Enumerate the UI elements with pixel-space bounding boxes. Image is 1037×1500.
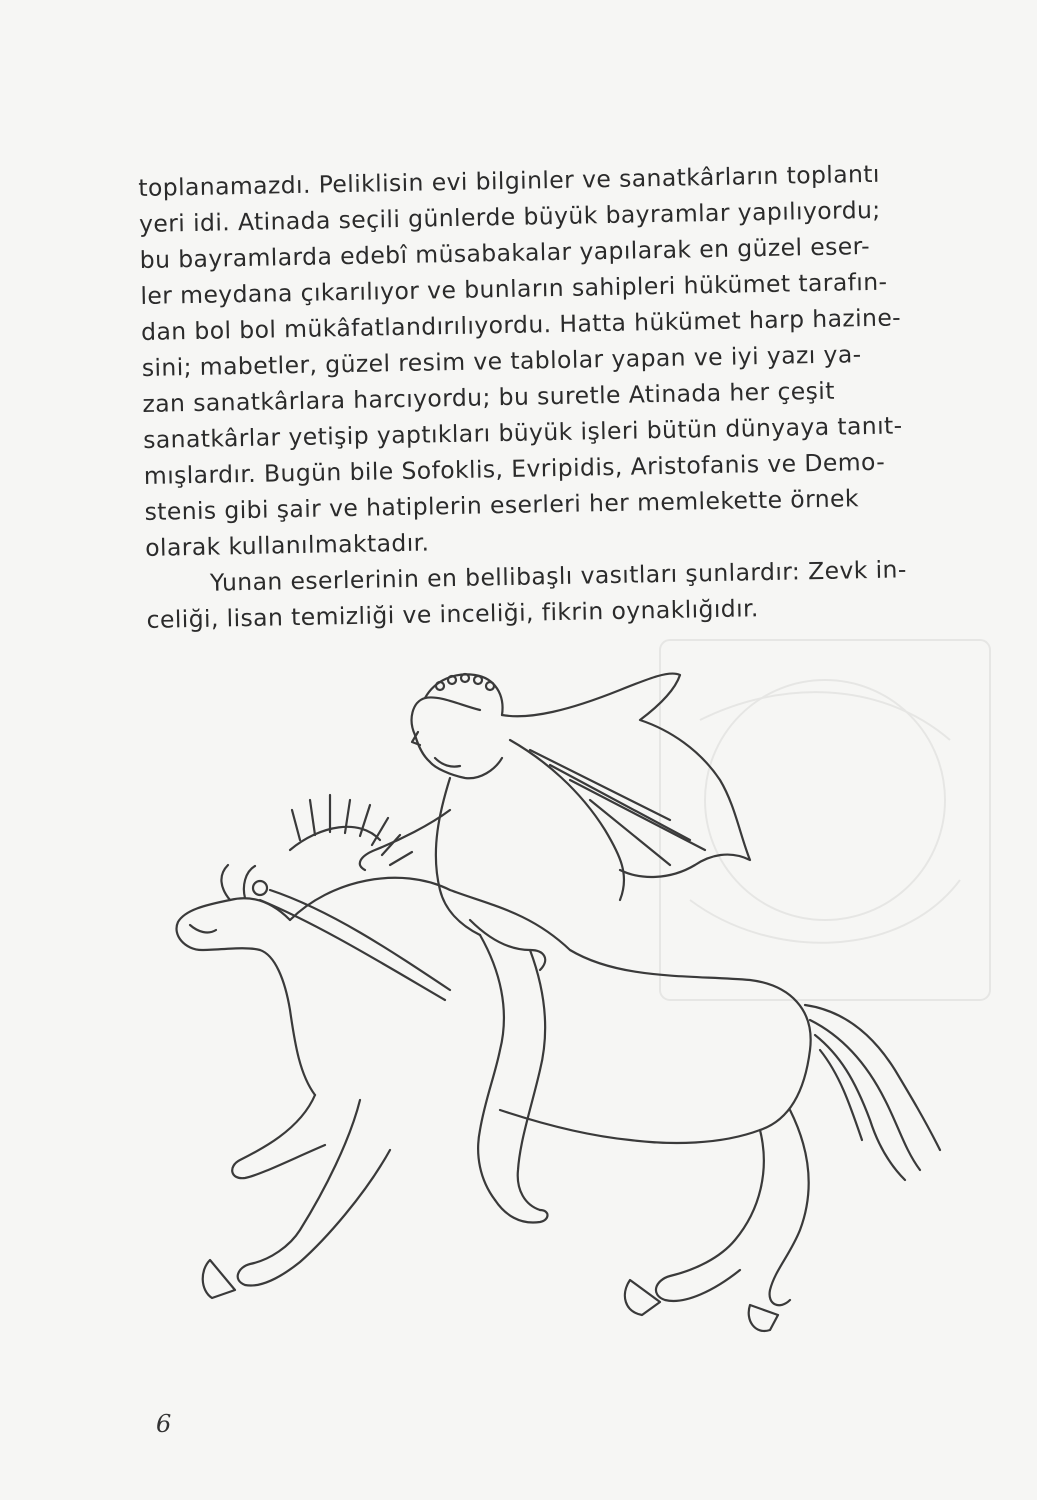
text-line: Yunan eserlerinin en bellibaşlı vasıtları şunlardır: Zevk in- [209, 555, 907, 597]
paragraph-1 [138, 154, 975, 566]
text-line: dan bol bol mükâfatlandırılıyordu. Hatta hükümet harp hazine- [140, 303, 902, 346]
text-line: zan sanatkârlara harcıyordu; bu suretle Atinada her çeşit [142, 376, 836, 418]
horse-head [177, 898, 315, 1095]
rider-leg [478, 935, 504, 1200]
horse-hind-leg [656, 1130, 764, 1301]
horse-front-leg [232, 1095, 325, 1178]
text-line: stenis gibi şair ve hatiplerin eserleri her memlekette örnek [144, 484, 860, 526]
horse-body [290, 878, 811, 1143]
text-line: bu bayramlarda edebî müsabakalar yapılarak en güzel eser- [139, 231, 871, 274]
text-line: ler meydana çıkarılıyor ve bunların sahipleri hükümet tarafın- [140, 267, 888, 310]
rider-torso [436, 778, 480, 935]
text-line: celiği, lisan temizliği ve inceliği, fikrin oynaklığıdır. [146, 594, 760, 634]
text-line: olarak kullanılmaktadır. [144, 528, 430, 562]
text-line: sanatkârlar yetişip yaptıkları büyük işleri bütün dünyaya tanıt- [142, 411, 903, 454]
text-line: mışlardır. Bugün bile Sofoklis, Evripidis, Aristofanis ve Demo- [143, 447, 886, 490]
body-text [138, 154, 977, 638]
page-number: 6 [156, 1410, 172, 1438]
text-line: sini; mabetler, güzel resim ve tablolar yapan ve iyi yazı ya- [141, 340, 862, 382]
text-line: toplanamazdı. Peliklisin evi bilginler ve sanatkârların toplantı [138, 159, 881, 202]
horseman-illustration [150, 650, 950, 1390]
rider-cloak [502, 673, 750, 876]
horse-mane [290, 827, 380, 850]
text-line: yeri idi. Atinada seçili günlerde büyük bayramlar yapılıyordu; [138, 195, 881, 238]
